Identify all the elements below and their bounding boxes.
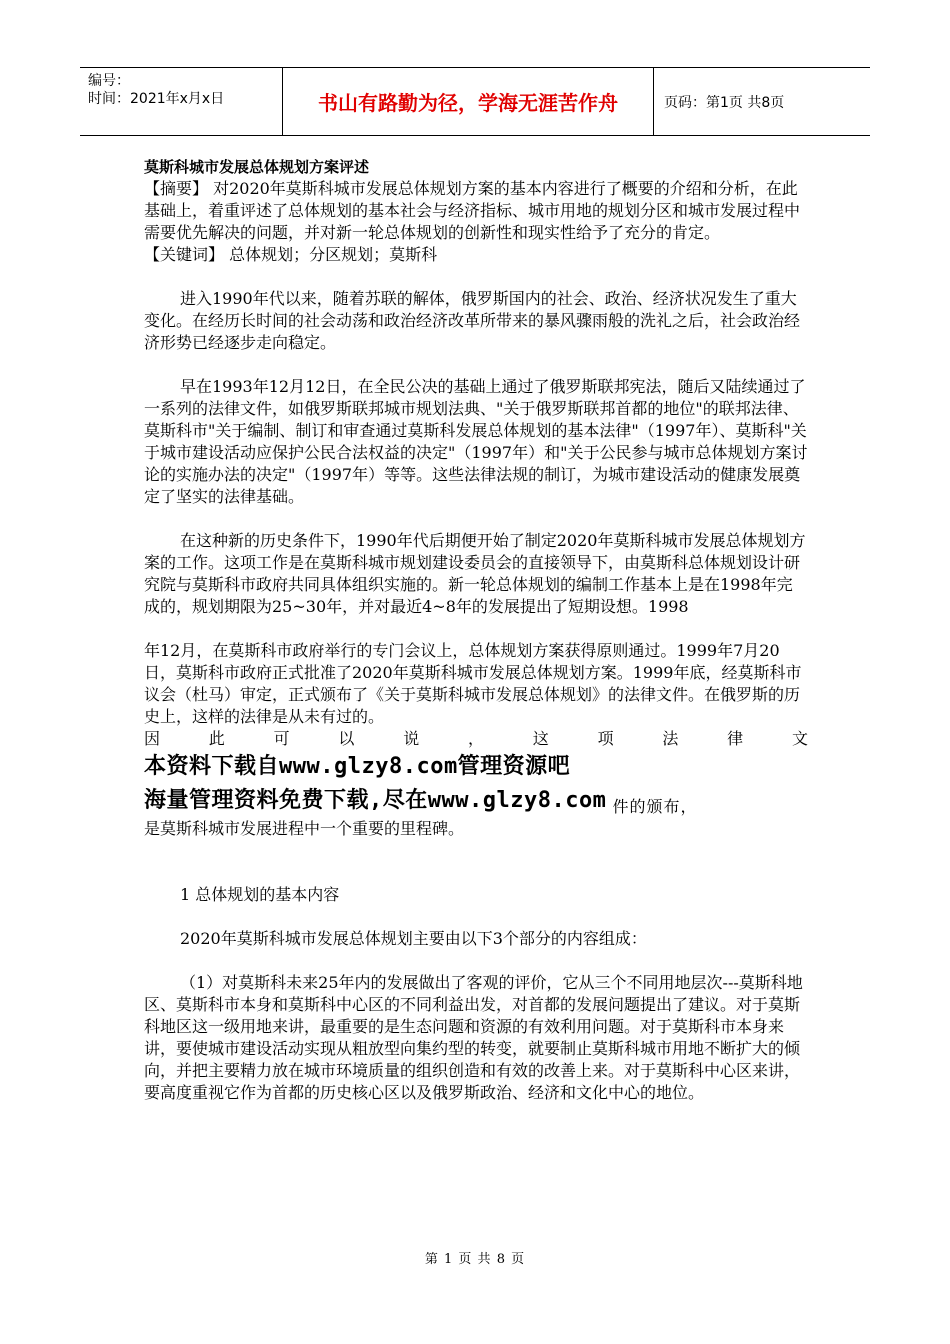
paragraph-1: 进入1990年代以来，随着苏联的解体，俄罗斯国内的社会、政治、经济状况发生了重大变化。在经历长时间的社会动荡和政治经济改革所带来的暴风骤雨般的洗礼之后，社会政治经济形势已经逐步走向稳定。	[144, 289, 801, 352]
paragraph-4-end: 是莫斯科城市发展进程中一个重要的里程碑。	[144, 819, 465, 838]
paragraph-3: 在这种新的历史条件下，1990年代后期便开始了制定2020年莫斯科城市发展总体规划方案的工作。这项工作是在莫斯科城市规划建设委员会的直接领导下，由莫斯科总体规划设计研究院与莫斯科市政府共同具体组织实施的。新一轮总体规划的编制工作基本上是在1998年完成的，规划期限为25~30年，并对最近4~8年的发展提出了短期设想。1998	[144, 531, 806, 616]
paragraph-4: 年12月，在莫斯科市政府举行的专门会议上，总体规划方案获得原则通过。1999年7月20日，莫斯科市政府正式批准了2020年莫斯科城市发展总体规划方案。1999年底，经莫斯科市议会（杜马）审定，正式颁布了《关于莫斯科城市发展总体规划》的法律文件。在俄罗斯的历史上，这样的法律是从未有过的。	[144, 641, 802, 726]
header-page-info: 页码：第1页 共8页	[664, 94, 785, 111]
header-motto: 书山有路勤为径，学海无涯苦作舟	[282, 68, 654, 135]
ad-banner-row	[144, 784, 808, 818]
spread-char: 法	[662, 729, 679, 748]
doc-number-label: 编号：	[88, 73, 130, 89]
page-footer: 第 1 页 共 8 页	[424, 1252, 526, 1267]
spread-char: 此	[208, 729, 225, 748]
spread-char: 律	[727, 729, 744, 748]
spread-char: 可	[273, 729, 290, 748]
keywords: 【关键词】 总体规划；分区规划；莫斯科	[144, 245, 438, 264]
spread-char: 项	[597, 729, 614, 748]
paragraph-4-spread-line	[144, 728, 808, 750]
doc-title: 莫斯科城市发展总体规划方案评述	[144, 158, 370, 176]
abstract: 【摘要】 对2020年莫斯科城市发展总体规划方案的基本内容进行了概要的介绍和分析，在此基础上，着重评述了总体规划的基本社会与经济指标、城市用地的规划分区和城市发展过程中需要优先解决的问题，并对新一轮总体规划的创新性和现实性给予了充分的肯定。	[144, 179, 801, 242]
spread-char: 这	[532, 729, 549, 748]
spread-char: ，	[467, 729, 484, 748]
spread-char: 说	[403, 729, 420, 748]
paragraph-4-tail: 件的颁布，	[612, 797, 698, 816]
paragraph-5: 2020年莫斯科城市发展总体规划主要由以下3个部分的内容组成：	[180, 929, 647, 948]
ad-banner-line-2: 海量管理资料免费下载,尽在www.glzy8.com	[144, 788, 607, 813]
paragraph-2: 早在1993年12月12日，在全民公决的基础上通过了俄罗斯联邦宪法，随后又陆续通过了一系列的法律文件，如俄罗斯联邦城市规划法典、"关于俄罗斯联邦首都的地位"的联邦法律、莫斯科市"关于编制、制订和审查通过莫斯科发展总体规划的基本法律"（1997年）、莫斯科"关于城市建设活动应保护公民合法权益的决定"（1997年）和"关于公民参与城市总体规划方案讨论的实施办法的决定"（1997年）等等。这些法律法规的制订，为城市建设活动的健康发展奠定了坚实的法律基础。	[144, 377, 808, 506]
spread-char: 文	[791, 729, 808, 748]
section-heading-1: 1 总体规划的基本内容	[180, 885, 340, 904]
paragraph-6: （1）对莫斯科未来25年内的发展做出了客观的评价，它从三个不同用地层次---莫斯科地区、莫斯科市本身和莫斯科中心区的不同利益出发，对首都的发展问题提出了建议。对于莫斯科地区这一级用地来讲，最重要的是生态问题和资源的有效利用问题。对于莫斯科市本身来讲，要使城市建设活动实现从粗放型向集约型的转变，就要制止莫斯科城市用地不断扩大的倾向，并把主要精力放在城市环境质量的组织创造和有效的改善上来。对于莫斯科中心区来讲，要高度重视它作为首都的历史核心区以及俄罗斯政治、经济和文化中心的地位。	[144, 973, 803, 1102]
spread-char: 以	[338, 729, 355, 748]
header-meta	[80, 68, 282, 135]
page-header	[80, 67, 870, 136]
document-body	[144, 156, 808, 1104]
doc-date-label: 时间：2021年x月x日	[88, 91, 225, 107]
spread-char: 因	[144, 729, 161, 748]
ad-banner-line-1: 本资料下载自www.glzy8.com管理资源吧	[144, 754, 571, 779]
